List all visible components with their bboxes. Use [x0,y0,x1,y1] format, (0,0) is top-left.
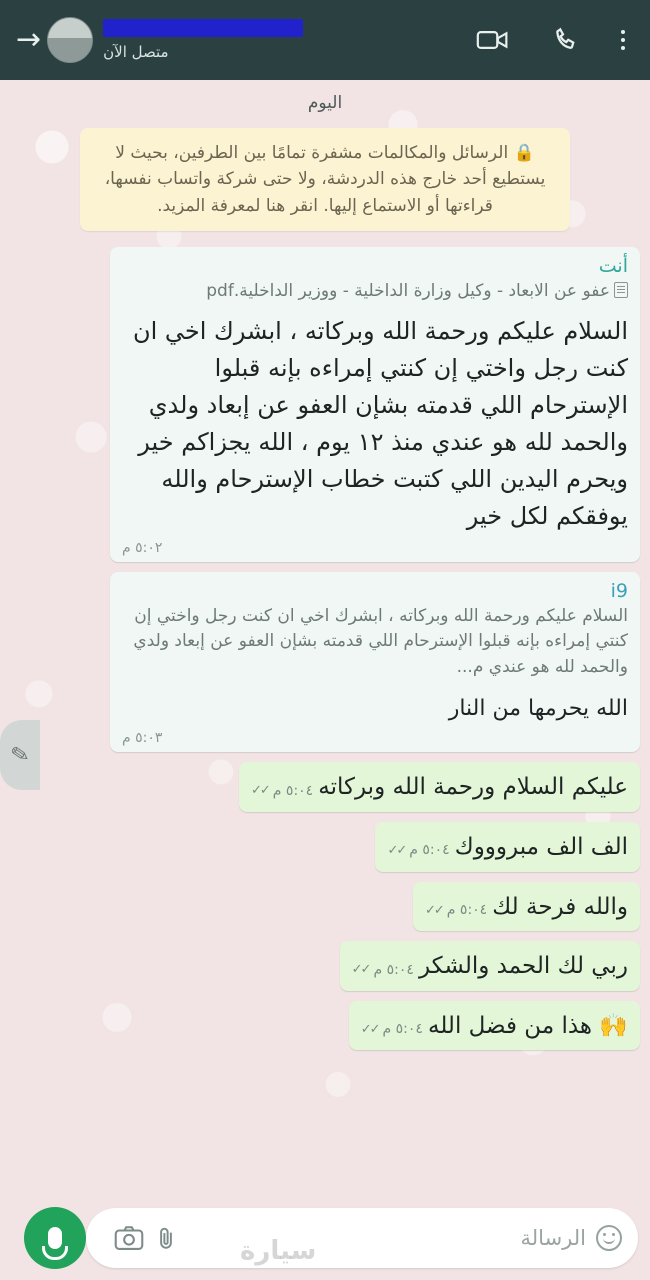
message-list[interactable] [0,80,650,1196]
message-bubble[interactable] [340,941,640,991]
chat-header [0,0,650,80]
read-receipt-icon: ✓✓ [387,842,406,858]
attachment-name: عفو عن الابعاد - وكيل وزارة الداخلية - ووزير الداخلية.pdf [206,281,610,302]
message-row-outgoing[interactable] [10,1001,640,1051]
message-sender: i9 [610,579,628,602]
day-divider [10,80,640,122]
back-arrow-icon[interactable]: → [16,22,42,57]
quoted-message[interactable] [122,604,628,685]
message-meta [352,962,414,978]
message-text: الف الف مبروووك [454,833,628,860]
message-row-incoming[interactable] [10,572,640,753]
contact-info[interactable] [103,19,303,61]
message-text: الله يحرمها من النار [448,696,628,722]
pencil-icon: ✎ [8,741,32,769]
microphone-icon[interactable] [24,1207,86,1269]
message-time: ٥:٠٤ م [272,782,314,799]
quoted-text: السلام عليكم ورحمة الله وبركاته ، ابشرك اخي ان كنت رجل واختي إن كنتي إمراءه بإنه قبلوا الإسترحام اللي قدمته بشإن العفو عن إبعاد ولدي والحمد لله هو عندي م... [133,605,628,677]
day-divider-label: اليوم [307,93,343,113]
message-bubble[interactable] [239,762,640,812]
message-row-outgoing[interactable] [10,882,640,932]
read-receipt-icon: ✓✓ [360,1021,379,1037]
video-camera-icon[interactable] [476,25,510,55]
message-row-outgoing[interactable] [10,941,640,991]
message-bubble[interactable] [375,822,640,872]
message-row-outgoing[interactable] [10,822,640,872]
message-row-outgoing[interactable] [10,762,640,812]
phone-icon[interactable] [552,25,582,55]
composer-bar [0,1196,650,1280]
message-time: ٥:٠٤ م [409,842,450,859]
read-receipt-icon: ✓✓ [425,902,443,918]
message-time: ٥:٠٣ م [122,730,163,747]
message-input-container[interactable] [86,1208,638,1268]
avatar[interactable] [47,17,93,63]
watermark: سيارة [240,1236,317,1266]
message-bubble[interactable] [413,882,640,932]
read-receipt-icon: ✓✓ [351,962,370,978]
message-meta [425,902,487,918]
message-text: عليكم السلام ورحمة الله وبركاته [318,774,628,801]
paperclip-icon[interactable] [154,1225,178,1251]
message-row-incoming[interactable] [10,247,640,562]
message-time: ٥:٠٤ م [382,1021,423,1038]
message-sender: أنت [598,255,628,278]
message-time: ٥:٠٢ م [122,539,163,556]
contact-status: متصل الآن [103,43,169,61]
contact-name-redacted [103,19,303,37]
read-receipt-icon: ✓✓ [251,783,269,799]
message-text: والله فرحة لك [492,893,628,920]
camera-icon[interactable] [114,1225,144,1251]
scroll-handle[interactable] [0,720,40,790]
message-text: 🙌 هذا من فضل الله [427,1012,628,1039]
message-bubble[interactable] [110,247,640,562]
document-icon [614,282,628,298]
message-text: السلام عليكم ورحمة الله وبركاته ، ابشرك اخي ان كنت رجل واختي إن كنتي إمراءه بإنه قبلوا الإسترحام اللي قدمته بشإن العفو عن إبعاد ولدي والحمد لله هو عندي منذ ١٢ يوم ، الله يجزاكم خير ويحرم اليدين اللي كتبت خطاب الإسترحام والله يوفقكم لكل خير [132,316,628,531]
message-time: ٥:٠٤ م [446,902,488,919]
attachment-row[interactable] [122,279,628,305]
message-bubble[interactable] [110,572,640,753]
message-text: ربي لك الحمد والشكر [418,953,628,980]
overflow-menu-icon[interactable] [610,30,636,50]
encryption-notice[interactable]: 🔒 الرسائل والمكالمات مشفرة تمامًا بين الطرفين، بحيث لا يستطيع أحد خارج هذه الدردشة، ولا حتى شركة واتساب نفسها، قراءتها أو الاستماع إليها. انقر هنا لمعرفة المزيد. [80,128,570,231]
message-input[interactable]: الرسالة [520,1226,586,1250]
message-bubble[interactable] [349,1001,640,1051]
message-meta [361,1021,423,1037]
message-meta [251,783,313,799]
smiley-icon[interactable] [596,1225,622,1251]
message-meta [387,842,449,858]
message-time: ٥:٠٤ م [373,961,414,978]
